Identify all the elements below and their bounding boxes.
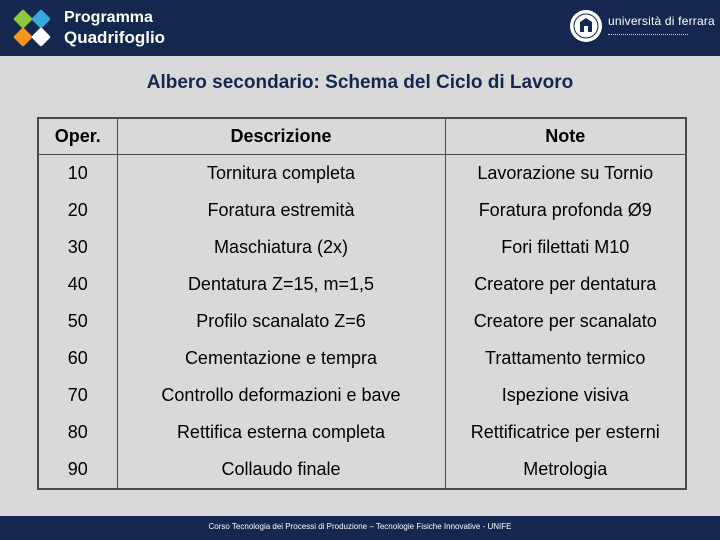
note-cell: Creatore per dentatura [445, 266, 686, 303]
oper-cell: 40 [38, 266, 117, 303]
note-cell: Ispezione visiva [445, 377, 686, 414]
university-seal-icon [568, 8, 604, 44]
note-cell: Lavorazione su Tornio [445, 155, 686, 193]
description-cell: Tornitura completa [117, 155, 445, 193]
description-cell: Foratura estremità [117, 192, 445, 229]
university-logo-text [608, 14, 715, 38]
footer-text: Corso Tecnologia dei Processi di Produzione – Tecnologie Fisiche Innovative - UNIFE [208, 522, 512, 531]
university-subtitle-line [608, 34, 688, 38]
description-cell: Collaudo finale [117, 451, 445, 489]
table-row [38, 414, 686, 451]
program-line2: Quadrifoglio [64, 28, 166, 47]
note-cell: Foratura profonda Ø9 [445, 192, 686, 229]
table-row [38, 229, 686, 266]
column-header-oper: Oper. [38, 118, 117, 155]
table-row [38, 303, 686, 340]
oper-cell: 50 [38, 303, 117, 340]
note-cell: Fori filettati M10 [445, 229, 686, 266]
note-cell: Metrologia [445, 451, 686, 489]
note-cell: Trattamento termico [445, 340, 686, 377]
footer-bar [0, 516, 720, 540]
oper-cell: 30 [38, 229, 117, 266]
table-row [38, 451, 686, 489]
description-cell: Maschiatura (2x) [117, 229, 445, 266]
page-title: Albero secondario: Schema del Ciclo di Lavoro [146, 72, 574, 93]
university-name: università di ferrara [608, 14, 715, 28]
description-cell: Rettifica esterna completa [117, 414, 445, 451]
oper-cell: 70 [38, 377, 117, 414]
column-header-note: Note [445, 118, 686, 155]
oper-cell: 80 [38, 414, 117, 451]
table-row [38, 340, 686, 377]
oper-cell: 60 [38, 340, 117, 377]
table-row [38, 377, 686, 414]
table-row [38, 266, 686, 303]
table-row [38, 155, 686, 193]
column-header-descrizione: Descrizione [117, 118, 445, 155]
note-cell: Creatore per scanalato [445, 303, 686, 340]
oper-cell: 90 [38, 451, 117, 489]
description-cell: Cementazione e tempra [117, 340, 445, 377]
quadrifoglio-logo-icon [8, 4, 56, 52]
program-line1: Programma [64, 9, 153, 26]
work-cycle-table [37, 117, 687, 490]
program-logo-text [64, 8, 165, 48]
table-row [38, 192, 686, 229]
table-header-row [38, 118, 686, 155]
oper-cell: 20 [38, 192, 117, 229]
header-bar [0, 0, 720, 56]
description-cell: Profilo scanalato Z=6 [117, 303, 445, 340]
oper-cell: 10 [38, 155, 117, 193]
description-cell: Controllo deformazioni e bave [117, 377, 445, 414]
description-cell: Dentatura Z=15, m=1,5 [117, 266, 445, 303]
note-cell: Rettificatrice per esterni [445, 414, 686, 451]
